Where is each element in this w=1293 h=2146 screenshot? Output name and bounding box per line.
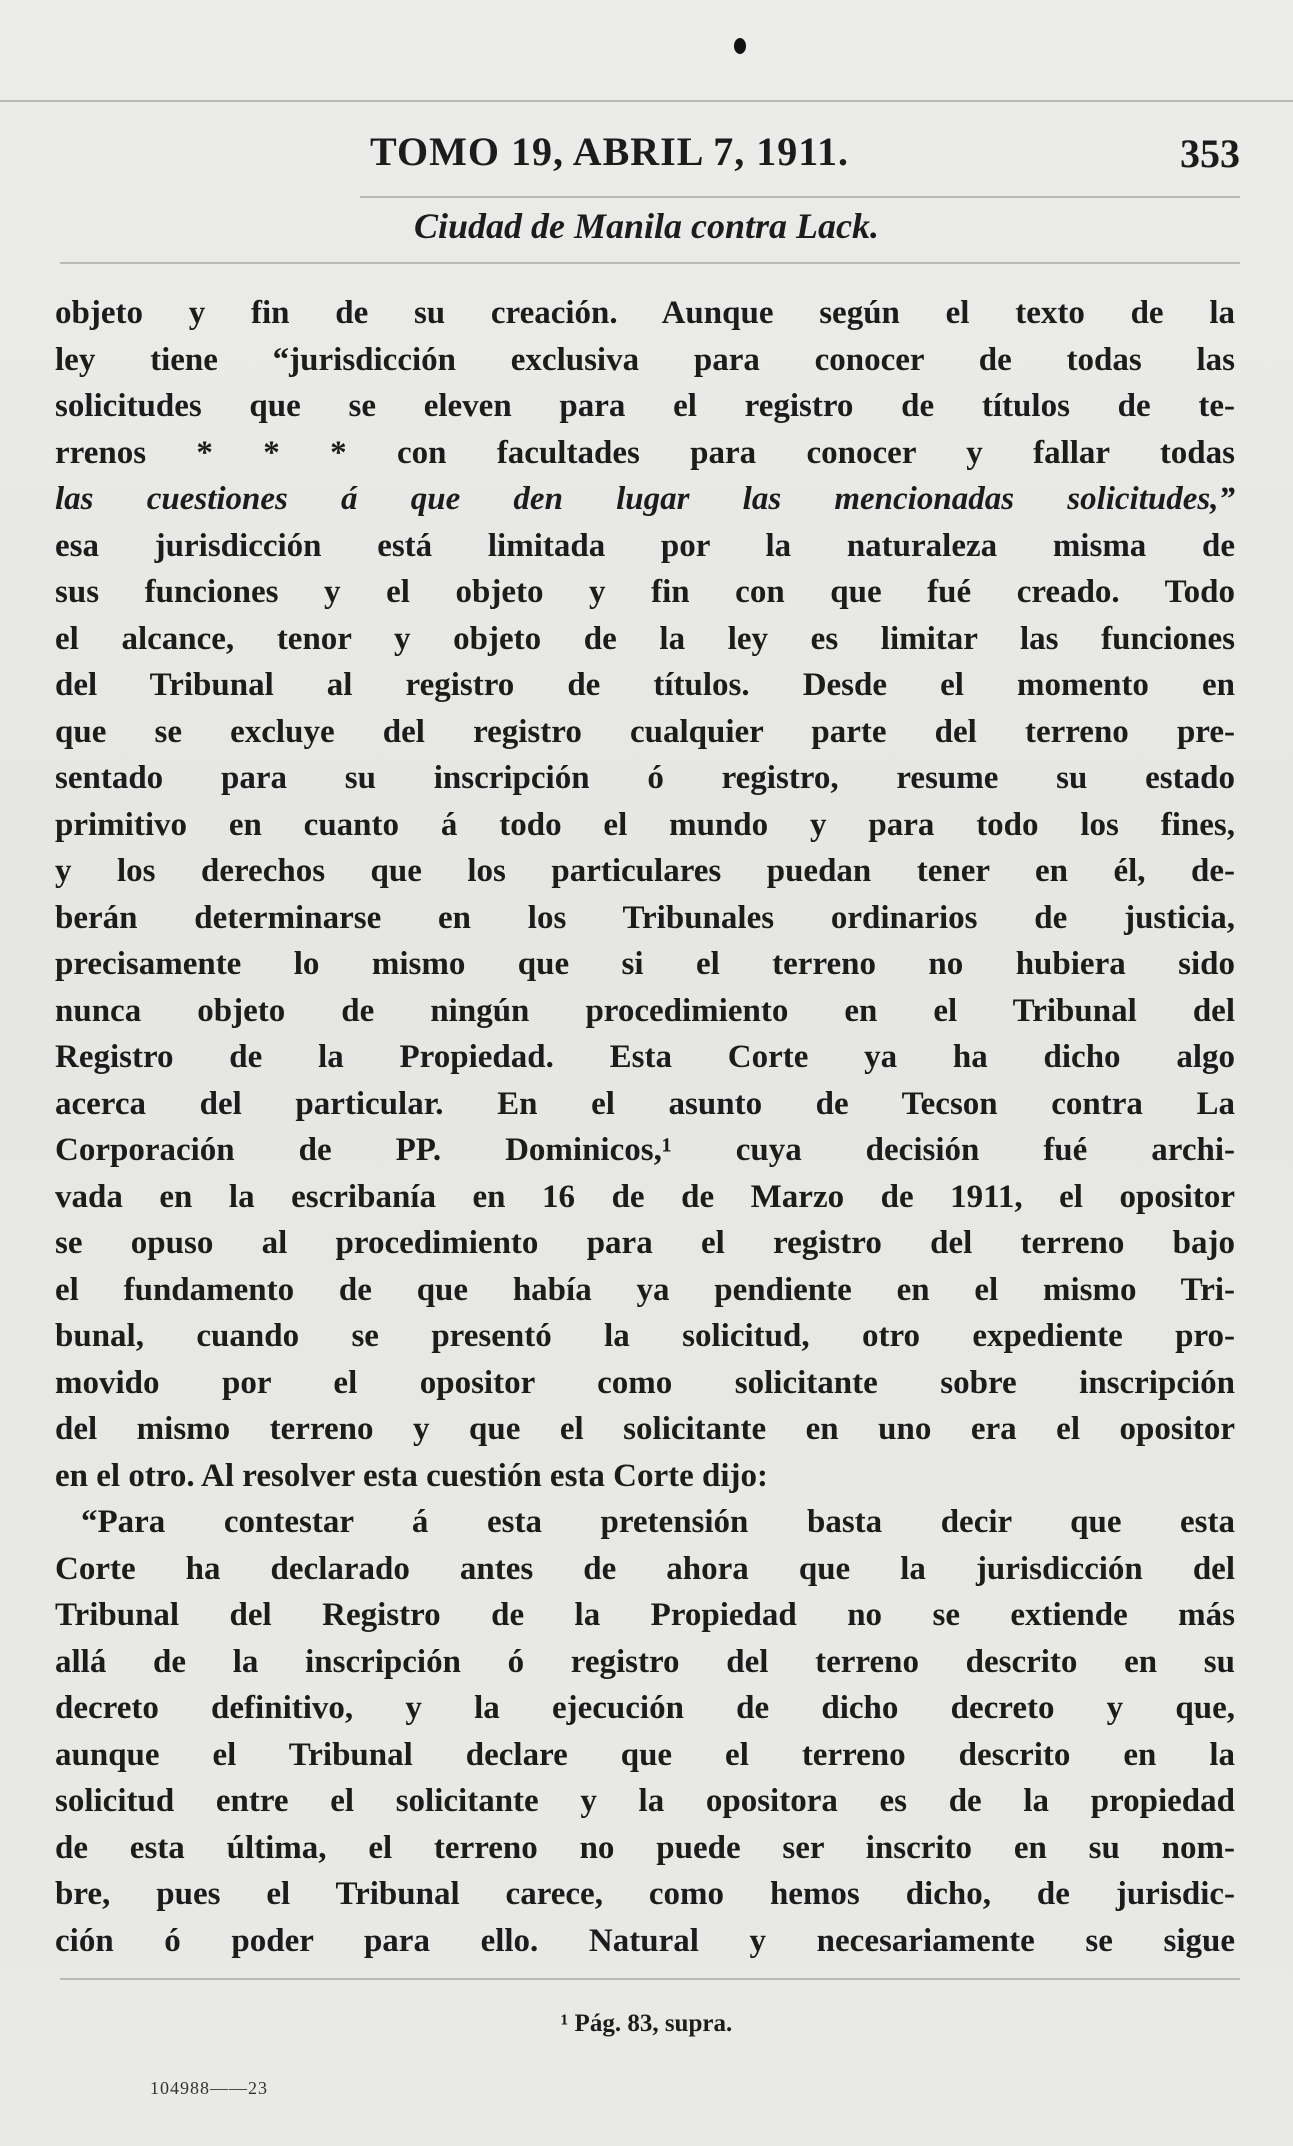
top-scan-rule: [0, 100, 1293, 102]
text-line: movido por el opositor como solicitante sobre inscripción: [55, 1364, 1235, 1401]
text-line: vada en la escribanía en 16 de de Marzo de 1911, el opositor: [55, 1178, 1235, 1215]
text-line: Corte ha declarado antes de ahora que la jurisdicción del: [55, 1550, 1235, 1587]
text-line: acerca del particular. En el asunto de Tecson contra La: [55, 1085, 1235, 1122]
ink-dot-mark: [734, 38, 746, 54]
text-line: que se excluye del registro cualquier parte del terreno pre-: [55, 713, 1235, 750]
body-text: [55, 290, 1235, 1964]
text-line: “Para contestar á esta pretensión basta decir que esta: [81, 1504, 1235, 1540]
text-line: Registro de la Propiedad. Esta Corte ya ha dicho algo: [55, 1039, 1235, 1075]
text-line: Corporación de PP. Dominicos,¹ cuya decisión fué archi-: [55, 1132, 1235, 1168]
text-line: allá de la inscripción ó registro del terreno descrito en su: [55, 1643, 1235, 1680]
case-title: Ciudad de Manila contra Lack.: [413, 206, 880, 246]
text-line: sentado para su inscripción ó registro, resume su estado: [55, 760, 1235, 796]
text-line: y los derechos que los particulares puedan tener en él, de-: [55, 853, 1235, 889]
text-line: las cuestiones á que den lugar las mencionadas solicitudes,”: [55, 481, 1235, 517]
text-line: esa jurisdicción está limitada por la naturaleza misma de: [55, 527, 1235, 564]
footnote-rule: [60, 1978, 1240, 1980]
text-line: bre, pues el Tribunal carece, como hemos dicho, de jurisdic-: [55, 1876, 1235, 1912]
printer-imprint: 104988——23: [150, 2078, 268, 2098]
text-line: primitivo en cuanto á todo el mundo y para todo los fines,: [55, 806, 1235, 843]
text-line: sus funciones y el objeto y fin con que fué creado. Todo: [55, 574, 1235, 610]
text-line: objeto y fin de su creación. Aunque según el texto de la: [55, 295, 1235, 331]
text-line: el fundamento de que había ya pendiente en el mismo Tri-: [55, 1271, 1235, 1308]
text-line: rrenos * * * con facultades para conocer y fallar todas: [55, 434, 1235, 471]
text-line: Tribunal del Registro de la Propiedad no se extiende más: [55, 1597, 1235, 1633]
title-rule: [60, 262, 1240, 264]
text-line: nunca objeto de ningún procedimiento en el Tribunal del: [55, 992, 1235, 1029]
text-line: ción ó poder para ello. Natural y necesariamente se sigue: [55, 1922, 1235, 1959]
page-number: 353: [1180, 131, 1240, 176]
text-line: en el otro. Al resolver esta cuestión esta Corte dijo:: [55, 1457, 769, 1494]
text-line: solicitudes que se eleven para el registro de títulos de te-: [55, 388, 1235, 424]
text-line: solicitud entre el solicitante y la opositora es de la propiedad: [55, 1783, 1235, 1819]
text-line: de esta última, el terreno no puede ser inscrito en su nom-: [55, 1829, 1235, 1866]
text-line: decreto definitivo, y la ejecución de dicho decreto y que,: [55, 1690, 1235, 1726]
text-line: del Tribunal al registro de títulos. Desde el momento en: [55, 667, 1235, 703]
text-line: aunque el Tribunal declare que el terreno descrito en la: [55, 1736, 1235, 1773]
running-head: [60, 128, 1240, 188]
text-line: el alcance, tenor y objeto de la ley es limitar las funciones: [55, 620, 1235, 657]
header-rule: [360, 196, 1240, 198]
text-line: precisamente lo mismo que si el terreno no hubiera sido: [55, 946, 1235, 982]
text-line: del mismo terreno y que el solicitante en uno era el opositor: [55, 1411, 1235, 1447]
running-title: TOMO 19, ABRIL 7, 1911.: [370, 129, 850, 174]
text-line: berán determinarse en los Tribunales ordinarios de justicia,: [55, 899, 1235, 936]
text-line: ley tiene “jurisdicción exclusiva para conocer de todas las: [55, 341, 1235, 378]
text-line: se opuso al procedimiento para el registro del terreno bajo: [55, 1225, 1235, 1261]
footnote: ¹ Pág. 83, supra.: [560, 2010, 733, 2037]
text-line: bunal, cuando se presentó la solicitud, otro expediente pro-: [55, 1318, 1235, 1354]
